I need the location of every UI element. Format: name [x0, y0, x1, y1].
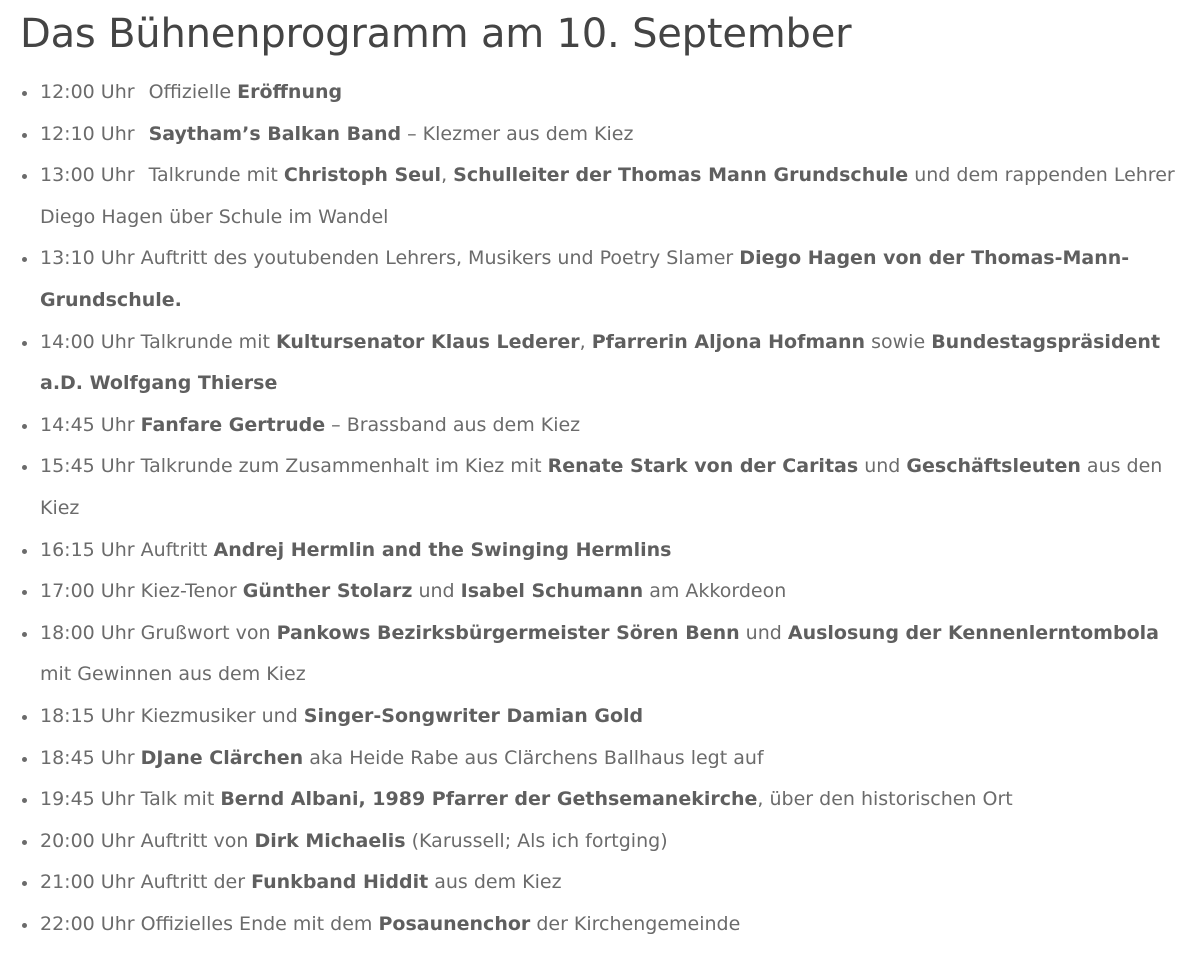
program-item-text: , über den historischen Ort — [757, 788, 1013, 811]
program-item-text: sowie — [865, 330, 932, 353]
program-item-text: Auftritt von — [140, 829, 255, 852]
program-item-text: – Brassband aus dem Kiez — [325, 413, 581, 436]
program-item-text: Kiez-Tenor — [140, 580, 243, 603]
page-title: Das Bühnenprogramm am 10. September — [20, 11, 852, 57]
program-item-highlight: Schulleiter der Thomas Mann Grundschule — [453, 164, 909, 187]
program-item-text: Talkrunde zum Zusammenhalt im Kiez mit — [140, 455, 548, 478]
program-item-highlight: Pfarrerin Aljona Hofmann — [591, 330, 866, 353]
program-item — [20, 114, 1180, 156]
program-item-text: Talkrunde mit — [140, 330, 276, 353]
program-item — [20, 779, 1180, 821]
program-item-time: 13:00 Uhr — [40, 164, 135, 187]
program-item-time: 21:00 Uhr — [40, 871, 135, 894]
program-item-time: 18:00 Uhr — [40, 621, 135, 644]
program-item-text: mit Gewinnen aus dem Kiez — [40, 663, 306, 686]
program-item-text: Offizielle — [148, 81, 238, 103]
program-item-text: – Klezmer aus dem Kiez — [401, 122, 634, 145]
program-item-time: 19:45 Uhr — [40, 788, 135, 811]
program-item-text: Kiezmusiker und — [140, 704, 304, 727]
program-item — [20, 155, 1180, 238]
program-item-highlight: Saytham’s Balkan Band — [148, 122, 402, 145]
program-item-highlight: Isabel Schumann — [460, 580, 644, 603]
program-item — [20, 821, 1180, 863]
program-item-time: 18:45 Uhr — [40, 746, 135, 769]
program-item-text: Auftritt des youtubenden Lehrers, Musikers und Poetry Slamer — [140, 247, 740, 270]
program-item-highlight: Christoph Seul — [283, 164, 442, 187]
program-item-time: 18:15 Uhr — [40, 704, 135, 727]
program-item-time: 20:00 Uhr — [40, 829, 135, 852]
program-item-highlight: Andrej Hermlin and the Swinging Hermlins — [213, 538, 672, 561]
program-item-text: Talkrunde mit — [148, 164, 284, 187]
program-item-time: 22:00 Uhr — [40, 912, 135, 935]
program-item-highlight: Renate Stark von der Caritas — [547, 455, 859, 478]
program-item-text: (Karussell; Als ich fortging) — [405, 829, 668, 852]
page-content — [20, 8, 1180, 945]
program-item-highlight: Bernd Albani, 1989 Pfarrer der Gethsemanekirche — [220, 788, 758, 811]
program-item-time: 16:15 Uhr — [40, 538, 135, 561]
program-item-highlight: Posaunenchor — [378, 912, 531, 935]
program-item-highlight: Singer-Songwriter Damian Gold — [303, 704, 644, 727]
program-item-highlight: Günther Stolarz — [242, 580, 413, 603]
program-item-highlight: Fanfare Gertrude — [140, 413, 326, 436]
program-item-text: , — [579, 330, 592, 353]
program-item — [20, 405, 1180, 447]
program-item-time: 17:00 Uhr — [40, 580, 135, 603]
program-item-text: und — [739, 621, 788, 644]
program-item-highlight: Funkband Hiddit — [251, 871, 429, 894]
program-item-time: 12:10 Uhr — [40, 122, 135, 145]
program-item — [20, 904, 1180, 946]
program-item — [20, 613, 1180, 696]
program-item-highlight: Auslosung der Kennenlerntombola — [787, 621, 1159, 644]
program-item-text: Talk mit — [140, 788, 221, 811]
program-item-highlight: Geschäftsleuten — [906, 455, 1081, 478]
program-item-text: und dem rappenden Lehrer Diego Hagen über Schule im Wandel — [40, 164, 1175, 228]
program-item — [20, 862, 1180, 904]
program-item-text: aus dem Kiez — [428, 871, 562, 894]
program-item-text: und — [858, 455, 907, 478]
program-item-time: 14:45 Uhr — [40, 413, 135, 436]
program-item-text: Grußwort von — [140, 621, 277, 644]
program-item — [20, 446, 1180, 529]
program-item-text: aus den Kiez — [40, 455, 1163, 519]
program-item-text: Auftritt — [140, 538, 214, 561]
program-item-highlight: Eröffnung — [237, 81, 343, 103]
program-item-time: 13:10 Uhr — [40, 247, 135, 270]
program-item-time: 14:00 Uhr — [40, 330, 135, 353]
program-item-text: , — [441, 164, 454, 187]
program-item-highlight: Diego Hagen von der Thomas-Mann-Grundschule. — [40, 247, 1130, 311]
program-item-highlight: Dirk Michaelis — [254, 829, 406, 852]
program-item-text: am Akkordeon — [643, 580, 787, 603]
program-item — [20, 238, 1180, 321]
program-item-highlight: Kultursenator Klaus Lederer — [275, 330, 580, 353]
program-item-text: der Kirchengemeinde — [530, 912, 741, 935]
program-item — [20, 696, 1180, 738]
program-item-text: und — [412, 580, 461, 603]
program-item-highlight: DJane Clärchen — [140, 746, 304, 769]
program-item — [20, 571, 1180, 613]
program-item-time: 15:45 Uhr — [40, 455, 135, 478]
program-item-text: aka Heide Rabe aus Clärchens Ballhaus legt auf — [303, 746, 764, 769]
program-item-time: 12:00 Uhr — [40, 81, 135, 103]
program-item-text: Offizielles Ende mit dem — [140, 912, 379, 935]
program-item-text: Auftritt der — [140, 871, 252, 894]
program-item — [20, 72, 1180, 114]
program-item-highlight: Pankows Bezirksbürgermeister Sören Benn — [276, 621, 740, 644]
program-item — [20, 738, 1180, 780]
program-item-highlight: Bundestagspräsident a.D. Wolfgang Thierse — [40, 330, 1161, 395]
program-list — [20, 72, 1180, 945]
program-item — [20, 322, 1180, 405]
program-item — [20, 530, 1180, 572]
